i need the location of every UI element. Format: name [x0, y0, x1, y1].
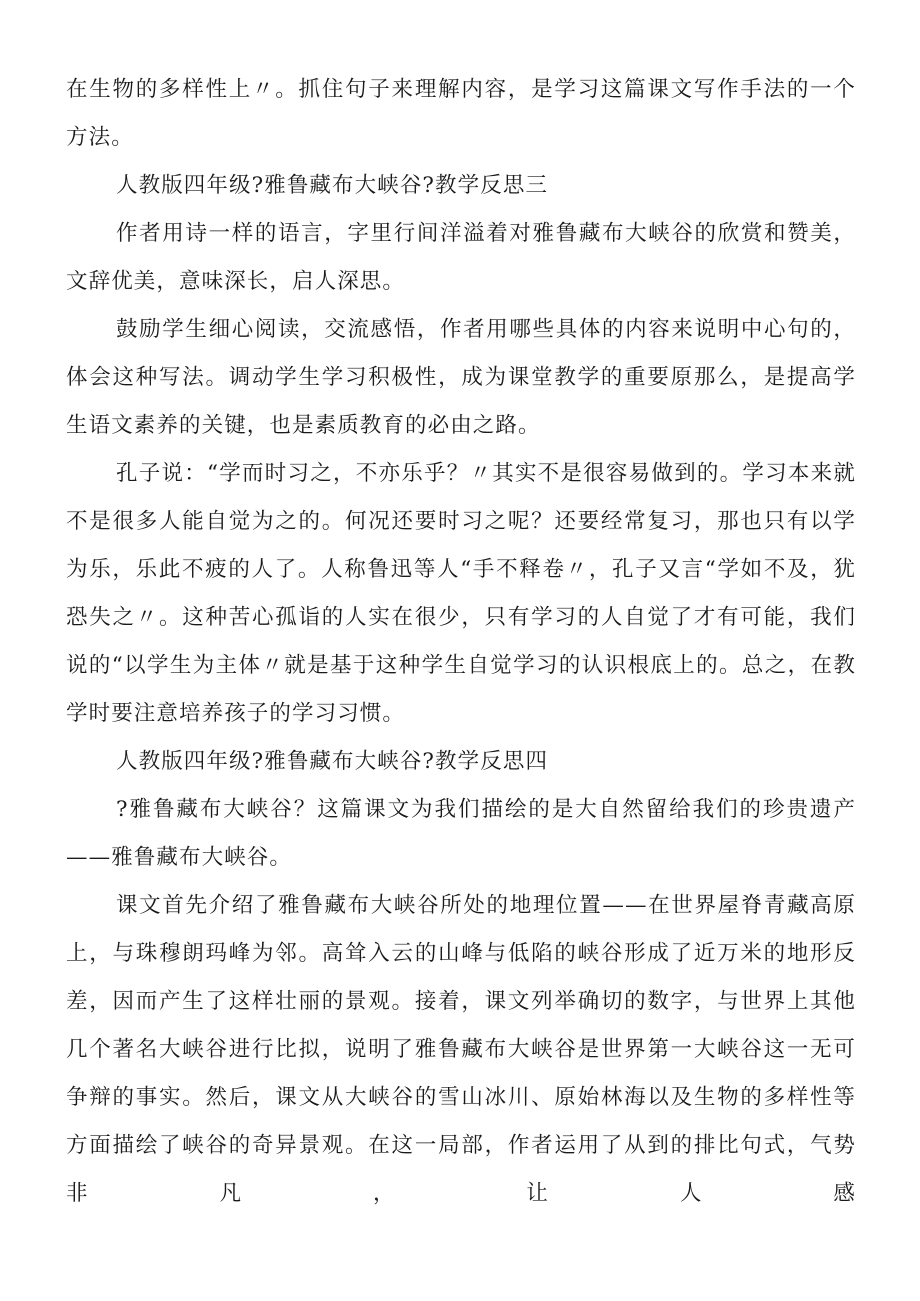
paragraph-canyon-description: 课文首先介绍了雅鲁藏布大峡谷所处的地理位置——在世界屋脊青藏高原上，与珠穆朗玛峰为邻。高耸入云的山峰与低陷的峡谷形成了近万米的地形反差，因而产生了这样壮丽的景观。接着，课文列举确切的数字，与世界上其他几个著名大峡谷进行比拟，说明了雅鲁藏布大峡谷是世界第一大峡谷这一无可争辩的事实。然后，课文从大峡谷的雪山冰川、原始林海以及生物的多样性等方面描绘了峡谷的奇异景观。在这一局部，作者运用了从到的排比句式，气势非凡，让人感 [66, 893, 856, 1206]
section-heading-reflection-four: 人教版四年级?雅鲁藏布大峡谷?教学反思四 [116, 749, 549, 774]
section-heading-reflection-three: 人教版四年级?雅鲁藏布大峡谷?教学反思三 [116, 173, 549, 198]
paragraph-language-praise: 作者用诗一样的语言，字里行间洋溢着对雅鲁藏布大峡谷的欣赏和赞美，文辞优美，意味深长，启人深思。 [66, 221, 856, 294]
paragraph-encourage-reading: 鼓励学生细心阅读，交流感悟，作者用哪些具体的内容来说明中心句的，体会这种写法。调动学生学习积极性，成为课堂教学的重要原那么，是提高学生语文素养的关键，也是素质教育的必由之路。 [66, 317, 856, 438]
paragraph-continuation: 在生物的多样性上〃。抓住句子来理解内容，是学习这篇课文写作手法的一个方法。 [66, 77, 856, 150]
document-page [66, 66, 856, 1218]
paragraph-confucius-quote: 孔子说：“学而时习之，不亦乐乎？〃其实不是很容易做到的。学习本来就不是很多人能自觉为之的。何况还要时习之呢？还要经常复习，那也只有以学为乐，乐此不疲的人了。人称鲁迅等人“手不释卷〃，孔子又言“学如不及，犹恐失之〃。这种苦心孤诣的人实在很少，只有学习的人自觉了才有可能，我们说的“以学生为主体〃就是基于这种学生自觉学习的认识根底上的。总之，在教学时要注意培养孩子的学习习惯。 [66, 461, 856, 726]
paragraph-canyon-intro: ?雅鲁藏布大峡谷？这篇课文为我们描绘的是大自然留给我们的珍贵遗产——雅鲁藏布大峡谷。 [66, 797, 856, 870]
